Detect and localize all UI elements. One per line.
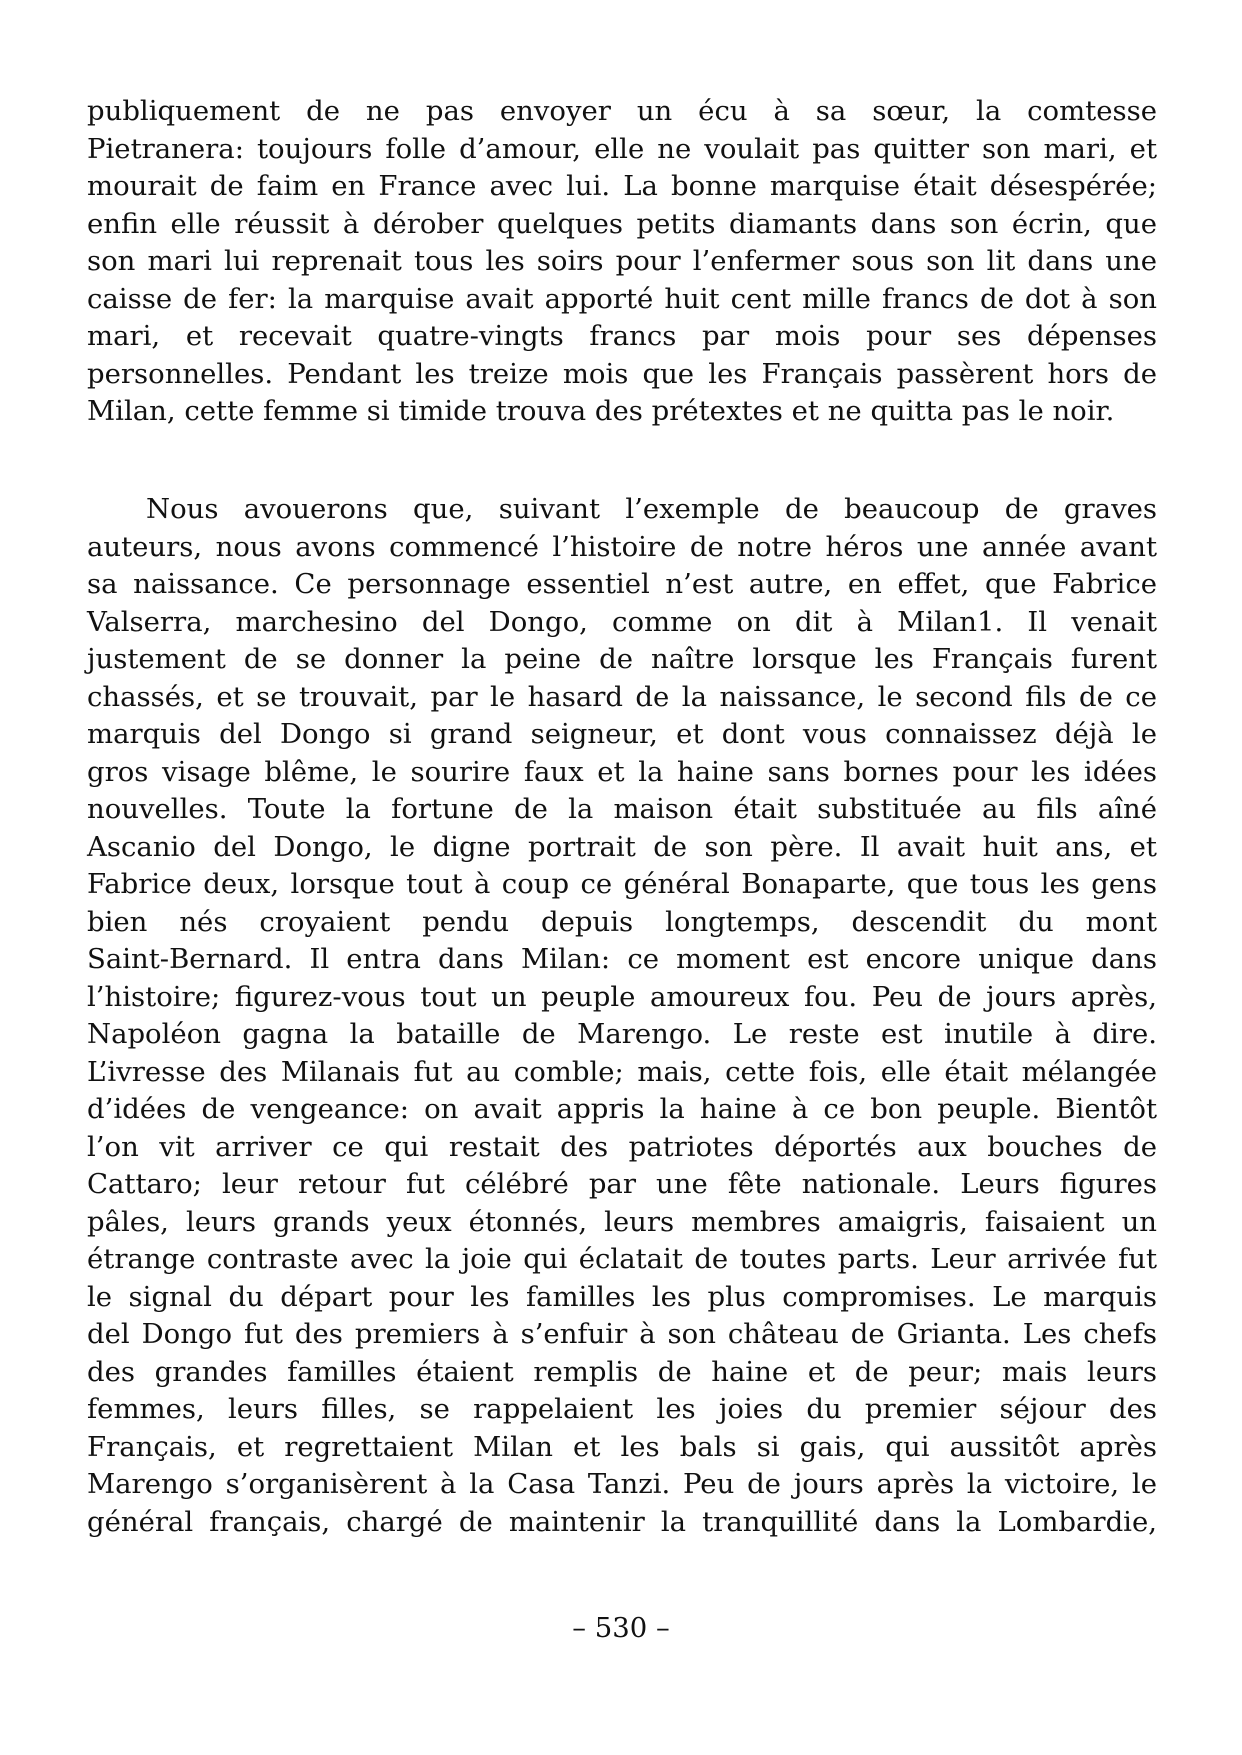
text-line: sa naissance. Ce personnage essentiel n’est autre, en effet, que Fabrice bbox=[87, 568, 1157, 600]
text-line: caisse de fer: la marquise avait apporté huit cent mille francs de dot à son bbox=[87, 282, 1157, 315]
text-line: d’idées de vengeance: on avait appris la haine à ce bon peuple. Bientôt bbox=[87, 1093, 1157, 1125]
text-line: Milan, cette femme si timide trouva des prétextes et ne quitta pas le noir. bbox=[87, 395, 1115, 427]
text-line: mourait de faim en France avec lui. La bonne marquise était désespérée; bbox=[87, 170, 1157, 202]
text-line: marquis del Dongo si grand seigneur, et dont vous connaissez déjà le bbox=[87, 718, 1157, 750]
page-number: – 530 – bbox=[572, 1612, 670, 1644]
text-line: Marengo s’organisèrent à la Casa Tanzi. Peu de jours après la victoire, le bbox=[87, 1468, 1157, 1500]
text-line: étrange contraste avec la joie qui éclatait de toutes parts. Leur arrivée fut bbox=[87, 1243, 1157, 1275]
text-line: femmes, leurs filles, se rappelaient les joies du premier séjour des bbox=[87, 1393, 1157, 1425]
text-line: Ascanio del Dongo, le digne portrait de son père. Il avait huit ans, et bbox=[87, 830, 1157, 863]
text-line: publiquement de ne pas envoyer un écu à sa sœur, la comtesse bbox=[87, 95, 1157, 127]
text-line: Nous avouerons que, suivant l’exemple de beaucoup de graves bbox=[146, 493, 1157, 525]
text-line: des grandes familles étaient remplis de haine et de peur; mais leurs bbox=[87, 1355, 1157, 1388]
text-line: auteurs, nous avons commencé l’histoire de notre héros une année avant bbox=[87, 530, 1157, 563]
text-line: Napoléon gagna la bataille de Marengo. Le reste est inutile à dire. bbox=[87, 1018, 1157, 1050]
paragraph bbox=[87, 93, 1157, 431]
text-line: Cattaro; leur retour fut célébré par une fête nationale. Leurs figures bbox=[87, 1168, 1157, 1200]
text-line: personnelles. Pendant les treize mois que les Français passèrent hors de bbox=[87, 357, 1157, 390]
text-line: justement de se donner la peine de naître lorsque les Français furent bbox=[87, 643, 1157, 675]
text-line: enfin elle réussit à dérober quelques petits diamants dans son écrin, que bbox=[87, 207, 1157, 240]
text-line: Saint-Bernard. Il entra dans Milan: ce moment est encore unique dans bbox=[87, 943, 1157, 975]
text-line: général français, chargé de maintenir la tranquillité dans la Lombardie, bbox=[87, 1505, 1157, 1538]
text-line: mari, et recevait quatre-vingts francs par mois pour ses dépenses bbox=[87, 320, 1157, 352]
text-line: bien nés croyaient pendu depuis longtemps, descendit du mont bbox=[87, 905, 1157, 938]
text-line: nouvelles. Toute la fortune de la maison était substituée au fils aîné bbox=[87, 793, 1157, 825]
text-line: pâles, leurs grands yeux étonnés, leurs membres amaigris, faisaient un bbox=[87, 1205, 1157, 1238]
paragraph bbox=[87, 491, 1157, 1541]
text-line: l’histoire; figurez-vous tout un peuple amoureux fou. Peu de jours après, bbox=[87, 980, 1157, 1013]
text-line: L’ivresse des Milanais fut au comble; mais, cette fois, elle était mélangée bbox=[87, 1055, 1157, 1088]
text-line: chassés, et se trouvait, par le hasard de la naissance, le second fils de ce bbox=[87, 680, 1157, 713]
text-line: Valserra, marchesino del Dongo, comme on dit à Milan1. Il venait bbox=[87, 605, 1157, 638]
text-line: son mari lui reprenait tous les soirs pour l’enfermer sous son lit dans une bbox=[87, 245, 1157, 277]
text-line: gros visage blême, le sourire faux et la haine sans bornes pour les idées bbox=[87, 755, 1157, 788]
text-line: le signal du départ pour les familles les plus compromises. Le marquis bbox=[87, 1280, 1157, 1313]
text-line: del Dongo fut des premiers à s’enfuir à son château de Grianta. Les chefs bbox=[87, 1318, 1157, 1350]
text-line: Fabrice deux, lorsque tout à coup ce général Bonaparte, que tous les gens bbox=[87, 868, 1157, 900]
text-line: l’on vit arriver ce qui restait des patriotes déportés aux bouches de bbox=[87, 1130, 1157, 1163]
text-line: Français, et regrettaient Milan et les bals si gais, qui aussitôt après bbox=[87, 1430, 1157, 1463]
text-line: Pietranera: toujours folle d’amour, elle ne voulait pas quitter son mari, et bbox=[87, 132, 1157, 165]
